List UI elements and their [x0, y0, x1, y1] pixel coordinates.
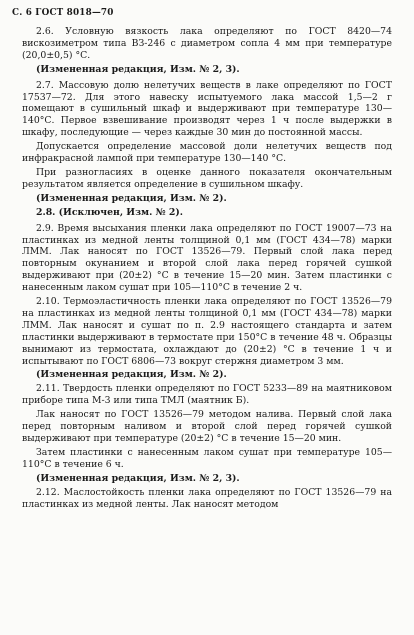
amendment-note: 2.8. (Исключен, Изм. № 2). [36, 206, 184, 218]
paragraph: 2.6. Условную вязкость лака определяют по ГОСТ 8420—74 вискозиметром типа ВЗ-246 с диаметром сопла 4 мм при температуре (20,0±0,5) °С. [22, 26, 392, 61]
page-header: С. 6 ГОСТ 8018—70 [12, 8, 114, 18]
paragraph: 2.7. Массовую долю нелетучих веществ в лаке определяют по ГОСТ 17537—72. Для этого навеску испытуемого лака массой 1,5—2 г помещают в сушильный шкаф и выдерживают при температуре 130—140°С. Первое взвешивание производят через 1 ч после выдержки в шкафу, последующие — через каждые 30 мин до постоянной массы. [22, 79, 392, 139]
amendment-note: (Измененная редакция, Изм. № 2, 3). [36, 472, 240, 484]
paragraph: Лак наносят по ГОСТ 13526—79 методом налива. Первый слой лака перед повторным наливом и второй слой перед горячей сушкой выдерживают при температуре (20±2) °С в течение 15—20 мин. [22, 409, 392, 444]
paragraph: 2.10. Термоэластичность пленки лака определяют по ГОСТ 13526—79 на пластинках из медной ленты толщиной 0,1 мм (ГОСТ 434—78) марки ЛММ. Лак наносят и сушат по п. 2.9 настоящего стандарта и затем пластинки выдерживают в термостате при 150°С в течение 48 ч. Образцы вынимают из термостата, охлаждают до (20±2) °С в течение 1 ч и испытывают по ГОСТ 6806—73 вокруг стержня диаметром 3 мм. [22, 296, 392, 367]
amendment-note: (Измененная редакция, Изм. № 2). [36, 192, 227, 204]
paragraph: 2.12. Маслостойкость пленки лака определяют по ГОСТ 13526—79 на пластинках из медной ленты. Лак наносят методом [22, 486, 392, 510]
paragraph: Допускается определение массовой доли нелетучих веществ под инфракрасной лампой при температуре 130—140 °С. [22, 141, 392, 165]
amendment-note: (Измененная редакция, Изм. № 2, 3). [36, 63, 240, 75]
document-body [22, 26, 392, 510]
paragraph: При разногласиях в оценке данного показателя окончательным результатом является определение в сушильном шкафу. [22, 166, 392, 190]
paragraph: Затем пластинки с нанесенным лаком сушат при температуре 105—110°С в течение 6 ч. [22, 446, 392, 470]
paragraph: 2.11. Твердость пленки определяют по ГОСТ 5233—89 на маятниковом приборе типа М-3 или типа ТМЛ (маятник Б). [22, 383, 392, 407]
paragraph: 2.9. Время высыхания пленки лака определяют по ГОСТ 19007—73 на пластинках из медной ленты толщиной 0,1 мм (ГОСТ 434—78) марки ЛММ. Лак наносят по ГОСТ 13526—79. Первый слой лака перед повторным окунанием и второй слой лака перед горячей сушкой выдерживают при (20±2) °С в течение 15—20 мин. Затем пластинки с нанесенным лаком сушат при 105—110°С в течение 2 ч. [22, 222, 392, 294]
amendment-note: (Измененная редакция, Изм. № 2). [36, 369, 227, 381]
